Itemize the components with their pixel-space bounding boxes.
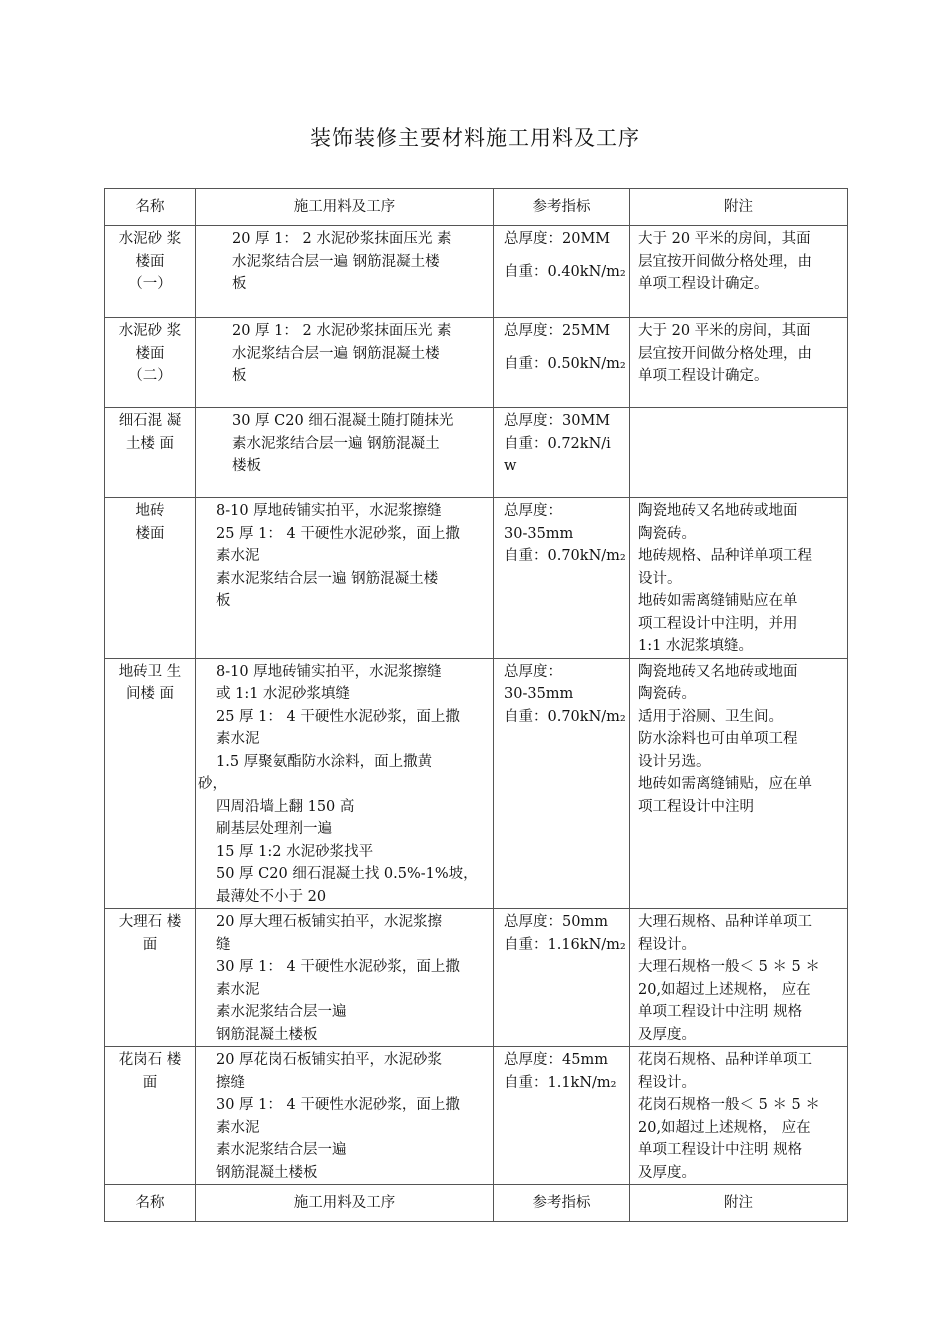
row-name	[105, 408, 196, 498]
row-process-line: 板	[216, 593, 231, 609]
row-reference	[494, 408, 630, 498]
table-row	[105, 226, 848, 318]
row-note-line: 层宜按开间做分格处理，由	[638, 345, 812, 362]
row-process-line: 缝	[216, 936, 231, 953]
row-note-line: 陶瓷砖。	[638, 525, 696, 542]
row-note-line: 程设计。	[638, 936, 696, 953]
row-note	[630, 318, 848, 408]
row-reference	[494, 658, 630, 909]
page-title: 装饰装修主要材料施工用料及工序	[310, 126, 640, 150]
row-note	[630, 658, 848, 909]
header-note: 附注	[630, 1185, 848, 1222]
row-note	[630, 1047, 848, 1185]
row-reference-line: 自重：0.50kN/m₂	[504, 355, 626, 372]
row-process-line: 或 1:1 水泥砂浆填缝	[216, 686, 351, 702]
table-row	[105, 1047, 848, 1185]
row-note	[630, 909, 848, 1047]
row-note-line: 花岗石规格、品种详单项工	[638, 1052, 812, 1068]
row-note-line: 大于 20 平米的房间，其面	[638, 231, 811, 247]
row-reference	[494, 1047, 630, 1185]
row-name-line: 地砖卫 生	[118, 663, 182, 680]
row-reference-line: w	[504, 458, 517, 474]
row-name-line: 面	[142, 1074, 158, 1091]
row-process-line: 20 厚 1： 2 水泥砂浆抹面压光 素	[232, 323, 452, 339]
table-header-row	[105, 189, 848, 226]
row-note	[630, 226, 848, 318]
row-process-line: 30 厚 1： 4 干硬性水泥砂浆，面上撒	[216, 1097, 460, 1113]
table-header-row-repeat	[105, 1185, 848, 1222]
row-process-line: 8-10 厚地砖铺实拍平，水泥浆擦缝	[216, 663, 442, 680]
header-name: 名称	[105, 1185, 196, 1222]
row-process-line: 30 厚 1： 4 干硬性水泥砂浆，面上撒	[216, 959, 460, 975]
row-note-line: 适用于浴厕、卫生间。	[638, 708, 783, 725]
row-note-line: 及厚度。	[638, 1026, 696, 1043]
row-process-line: 板	[232, 276, 247, 292]
row-process-line: 素水泥	[216, 1119, 260, 1136]
row-process-line: 楼板	[232, 458, 261, 474]
row-process	[196, 498, 494, 659]
row-note-line: 及厚度。	[638, 1164, 696, 1181]
row-reference-line: 总厚度：	[504, 663, 562, 680]
row-name-line: 楼面	[135, 525, 165, 542]
row-note-line: 程设计。	[638, 1074, 696, 1091]
row-note-line: 地砖规格、品种详单项工程	[638, 548, 812, 564]
row-name-line: 水泥砂 浆	[118, 323, 182, 339]
row-name-line: 细石混 凝	[118, 413, 182, 429]
row-note-line: 1:1 水泥浆填缝。	[638, 638, 753, 654]
row-process	[196, 658, 494, 909]
row-note-line: 设计另选。	[638, 753, 711, 770]
row-reference-line: 自重：1.16kN/m₂	[504, 936, 626, 953]
row-name-line: 楼面	[135, 345, 165, 362]
row-name-line: 间楼 面	[125, 686, 175, 702]
row-note-line: 20,如超过上述规格， 应在	[638, 981, 811, 998]
row-process-line: 30 厚 C20 细石混凝土随打随抹光	[232, 413, 454, 429]
row-process-line: 四周沿墙上翻 150 高	[216, 798, 355, 815]
row-name-line: 面	[142, 936, 158, 953]
row-note-line: 单项工程设计确定。	[638, 368, 769, 384]
row-process-line: 20 厚 1： 2 水泥砂浆抹面压光 素	[232, 231, 452, 247]
row-process-line: 素水泥浆结合层一遍 钢筋混凝土	[232, 435, 440, 452]
header-ref: 参考指标	[494, 1185, 630, 1222]
row-note-line: 陶瓷砖。	[638, 686, 696, 702]
row-name-line: 花岗石 楼	[118, 1052, 182, 1068]
row-process	[196, 909, 494, 1047]
materials-table	[104, 188, 848, 1222]
row-reference-line: 自重：0.70kN/m₂	[504, 708, 626, 725]
row-note-line: 大理石规格一般＜ 5 ＊ 5 ＊	[638, 959, 820, 975]
row-process	[196, 226, 494, 318]
row-process-line: 素水泥	[216, 731, 260, 747]
row-reference-line: 总厚度：	[504, 503, 562, 519]
row-process-line: 素水泥浆结合层一遍	[216, 1142, 347, 1158]
row-reference	[494, 318, 630, 408]
row-note-line: 项工程设计中注明	[638, 798, 754, 815]
row-note-line: 地砖如需离缝铺贴，应在单	[638, 776, 812, 792]
row-name-line: 水泥砂 浆	[118, 231, 182, 247]
row-name-line: 地砖	[135, 503, 165, 519]
row-reference	[494, 909, 630, 1047]
row-process-line: 刷基层处理剂一遍	[216, 821, 332, 837]
row-note-line: 花岗石规格一般＜ 5 ＊ 5 ＊	[638, 1097, 820, 1113]
row-note-line: 设计。	[638, 570, 682, 587]
row-name	[105, 498, 196, 659]
row-name	[105, 658, 196, 909]
row-process-line: 25 厚 1： 4 干硬性水泥砂浆，面上撒	[216, 525, 460, 542]
table-row	[105, 318, 848, 408]
row-name	[105, 226, 196, 318]
row-process-line: 素水泥	[216, 548, 260, 564]
row-process-line: 8-10 厚地砖铺实拍平，水泥浆擦缝	[216, 503, 442, 519]
header-process: 施工用料及工序	[196, 1185, 494, 1222]
row-name-line: 土楼 面	[125, 435, 175, 452]
row-reference-line: 总厚度：50mm	[504, 914, 608, 930]
row-process-line: 25 厚 1： 4 干硬性水泥砂浆，面上撒	[216, 708, 460, 725]
row-note	[630, 498, 848, 659]
row-name-line: 楼面	[135, 253, 165, 270]
row-reference-line: 自重：0.72kN/i	[504, 435, 611, 452]
row-reference-line: 自重：0.70kN/m₂	[504, 548, 626, 564]
row-note-line: 20,如超过上述规格， 应在	[638, 1119, 811, 1136]
row-reference-line: 自重：1.1kN/m₂	[504, 1074, 617, 1091]
row-name-line: 大理石 楼	[118, 914, 182, 930]
row-process-line: 钢筋混凝土楼板	[216, 1026, 318, 1043]
row-reference-line: 总厚度：30MM	[504, 413, 611, 429]
row-process-line: 最薄处不小于 20	[216, 888, 327, 905]
table-row	[105, 658, 848, 909]
row-note-line: 陶瓷地砖又名地砖或地面	[638, 503, 798, 519]
header-name: 名称	[105, 189, 196, 226]
row-process-line: 水泥浆结合层一遍 钢筋混凝土楼	[232, 345, 440, 362]
row-name-line: （二）	[128, 368, 172, 384]
row-process-line: 素水泥	[216, 981, 260, 998]
row-note-line: 防水涂料也可由单项工程	[638, 731, 798, 747]
row-note-line: 大理石规格、品种详单项工	[638, 914, 812, 930]
row-process-line: 20 厚花岗石板铺实拍平，水泥砂浆	[216, 1052, 443, 1068]
row-process-line: 钢筋混凝土楼板	[216, 1164, 318, 1181]
row-process-line: 砂，	[198, 776, 227, 792]
row-note-line: 项工程设计中注明，并用	[638, 615, 798, 632]
row-note-line: 单项工程设计确定。	[638, 276, 769, 292]
row-note	[630, 408, 848, 498]
row-process-line: 15 厚 1:2 水泥砂浆找平	[216, 843, 374, 860]
row-note-line: 单项工程设计中注明 规格	[638, 1004, 803, 1020]
row-note-line: 层宜按开间做分格处理，由	[638, 253, 812, 270]
row-reference	[494, 226, 630, 318]
row-name	[105, 318, 196, 408]
table-row	[105, 498, 848, 659]
row-reference	[494, 498, 630, 659]
row-process-line: 擦缝	[216, 1074, 245, 1091]
row-name	[105, 1047, 196, 1185]
row-process-line: 50 厚 C20 细石混凝土找 0.5%-1%坡，	[216, 866, 478, 882]
row-name-line: （一）	[128, 276, 172, 292]
row-process-line: 20 厚大理石板铺实拍平，水泥浆擦	[216, 914, 443, 930]
row-reference-line: 30-35mm	[504, 686, 574, 702]
table-row	[105, 909, 848, 1047]
row-process	[196, 1047, 494, 1185]
row-reference-line: 总厚度：25MM	[504, 323, 611, 339]
header-process: 施工用料及工序	[196, 189, 494, 226]
row-process	[196, 408, 494, 498]
row-reference-line: 总厚度：20MM	[504, 231, 611, 247]
row-note-line: 地砖如需离缝铺贴应在单	[638, 593, 798, 609]
row-note-line: 陶瓷地砖又名地砖或地面	[638, 663, 798, 680]
row-note-line: 单项工程设计中注明 规格	[638, 1142, 803, 1158]
table-row	[105, 408, 848, 498]
row-process-line: 素水泥浆结合层一遍 钢筋混凝土楼	[216, 570, 439, 587]
row-reference-line: 30-35mm	[504, 525, 574, 542]
row-process-line: 素水泥浆结合层一遍	[216, 1004, 347, 1020]
row-process	[196, 318, 494, 408]
row-process-line: 1.5 厚聚氨酯防水涂料，面上撒黄	[216, 753, 433, 770]
header-note: 附注	[630, 189, 848, 226]
row-reference-line: 总厚度：45mm	[504, 1052, 608, 1068]
row-process-line: 水泥浆结合层一遍 钢筋混凝土楼	[232, 253, 440, 270]
row-name	[105, 909, 196, 1047]
header-ref: 参考指标	[494, 189, 630, 226]
row-reference-line: 自重：0.40kN/m₂	[504, 263, 626, 280]
row-process-line: 板	[232, 368, 247, 384]
row-note-line: 大于 20 平米的房间，其面	[638, 323, 811, 339]
